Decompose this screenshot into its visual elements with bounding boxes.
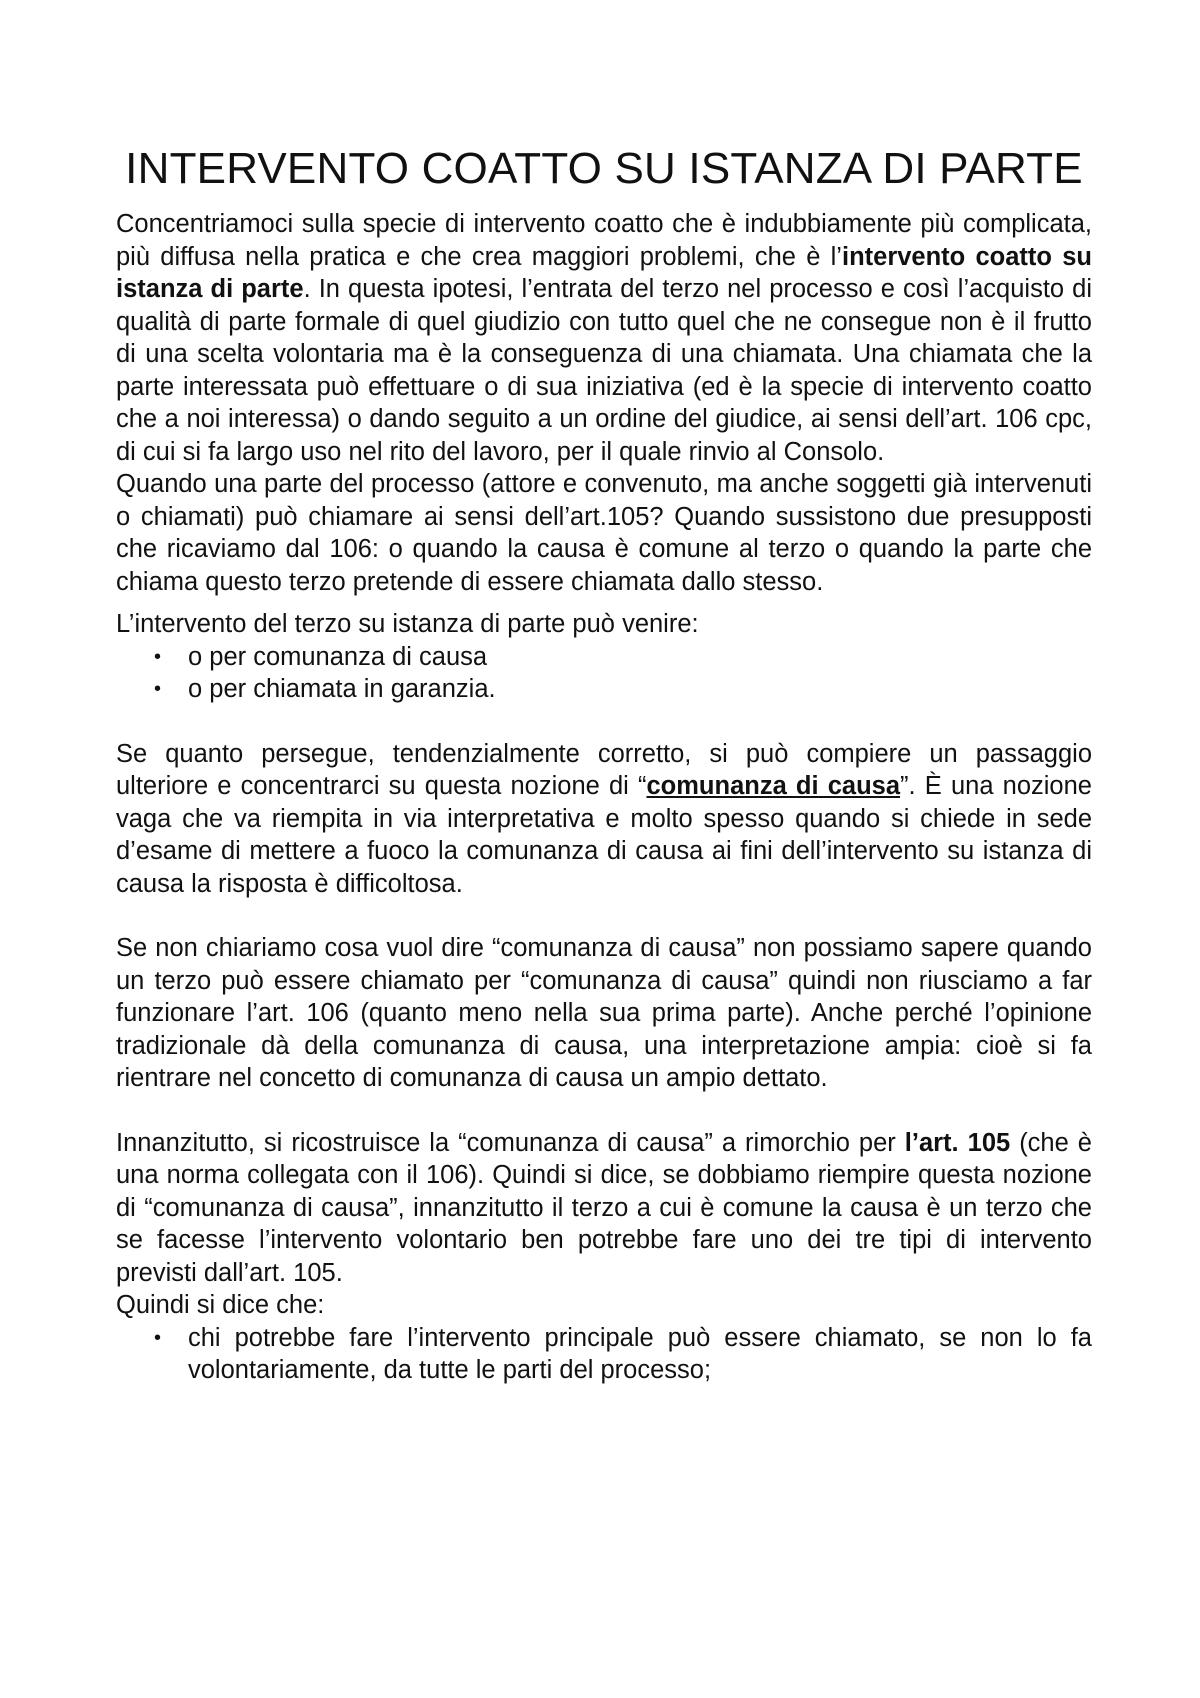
paragraph-4: [116, 738, 1092, 901]
paragraph-7: Quindi si dice che:: [116, 1291, 325, 1319]
bullet-icon: •: [154, 678, 162, 700]
bullet-icon: •: [154, 645, 162, 668]
text-span: Innanzitutto, si ricostruisce la “comunanza di causa” a rimorchio per: [116, 1128, 905, 1157]
page-title: INTERVENTO COATTO SU ISTANZA DI PARTE: [125, 144, 1083, 193]
text-span: (che è una norma collegata con il 106). Quindi si dice, se dobbiamo riempire questa nozione di “comunanza di causa”, innanzitutto il terzo a cui è comune la causa è un terzo che se facesse l’intervento volontario ben potrebbe fare uno dei tre tipi di intervento previsti dall’art. 105.: [116, 1128, 1092, 1287]
list-item-text: chi potrebbe fare l’intervento principale può essere chiamato, se non lo fa volontariamente, da tutte le parti del processo;: [188, 1323, 1092, 1384]
list-item: [148, 673, 1092, 706]
text-span: Concentriamoci sulla specie di intervento coatto che è indubbiamente più complicata, più diffusa nella pratica e che crea maggiori problemi, che è l’: [116, 210, 1092, 271]
paragraph-6: [116, 1127, 1092, 1290]
bold-text: intervento coatto su istanza di parte: [116, 242, 1092, 303]
list-item: [148, 1322, 1092, 1387]
paragraph-3: L’intervento del terzo su istanza di parte può venire:: [116, 610, 699, 638]
bullet-icon: •: [154, 1326, 162, 1349]
list-item: [148, 641, 1092, 674]
bold-text: l’art. 105: [904, 1128, 1011, 1157]
bold-underlined-text: comunanza di causa: [646, 772, 901, 800]
list-item-text: o per comunanza di causa: [188, 642, 488, 671]
paragraph-1: [116, 208, 1092, 468]
paragraph-5: Se non chiariamo cosa vuol dire “comunanza di causa” non possiamo sapere quando un terzo può essere chiamato per “comunanza di causa” quindi non riusciamo a far funzionare l’art. 106 (quanto meno nella sua prima parte). Anche perché l’opinione tradizionale dà della comunanza di causa, una interpretazione ampia: cioè si fa rientrare nel concetto di comunanza di causa un ampio dettato.: [116, 934, 1092, 1092]
paragraph-2: Quando una parte del processo (attore e convenuto, ma anche soggetti già intervenuti o chiamati) può chiamare ai sensi dell’art.105? Quando sussistono due presupposti che ricaviamo dal 106: o quando la causa è comune al terzo o quando la parte che chiama questo terzo pretende di essere chiamata dallo stesso.: [116, 470, 1092, 596]
text-span: Se quanto persegue, tendenzialmente corretto, si può compiere un passaggio ulteriore e concentrarci su questa nozione di “: [116, 739, 1092, 800]
text-span: . In questa ipotesi, l’entrata del terzo nel processo e così l’acquisto di qualità di parte formale di quel giudizio con tutto quel che ne consegue non è il frutto di una scelta volontaria ma è la conseguenza di una chiamata. Una chiamata che la parte interessata può effettuare o di sua iniziativa (ed è la specie di intervento coatto che a noi interessa) o dando seguito a un ordine del giudice, ai sensi dell’art. 106 cpc, di cui si fa largo uso nel rito del lavoro, per il quale rinvio al Consolo.: [116, 275, 1092, 466]
text-span: ”. È una nozione vaga che va riempita in via interpretativa e molto spesso quando si chiede in sede d’esame di mettere a fuoco la comunanza di causa ai fini dell’intervento su istanza di causa la risposta è difficoltosa.: [116, 772, 1092, 898]
bullet-list-2: [116, 1322, 1092, 1387]
bullet-list-1: [116, 641, 1092, 706]
list-item-text: o per chiamata in garanzia.: [188, 675, 496, 703]
